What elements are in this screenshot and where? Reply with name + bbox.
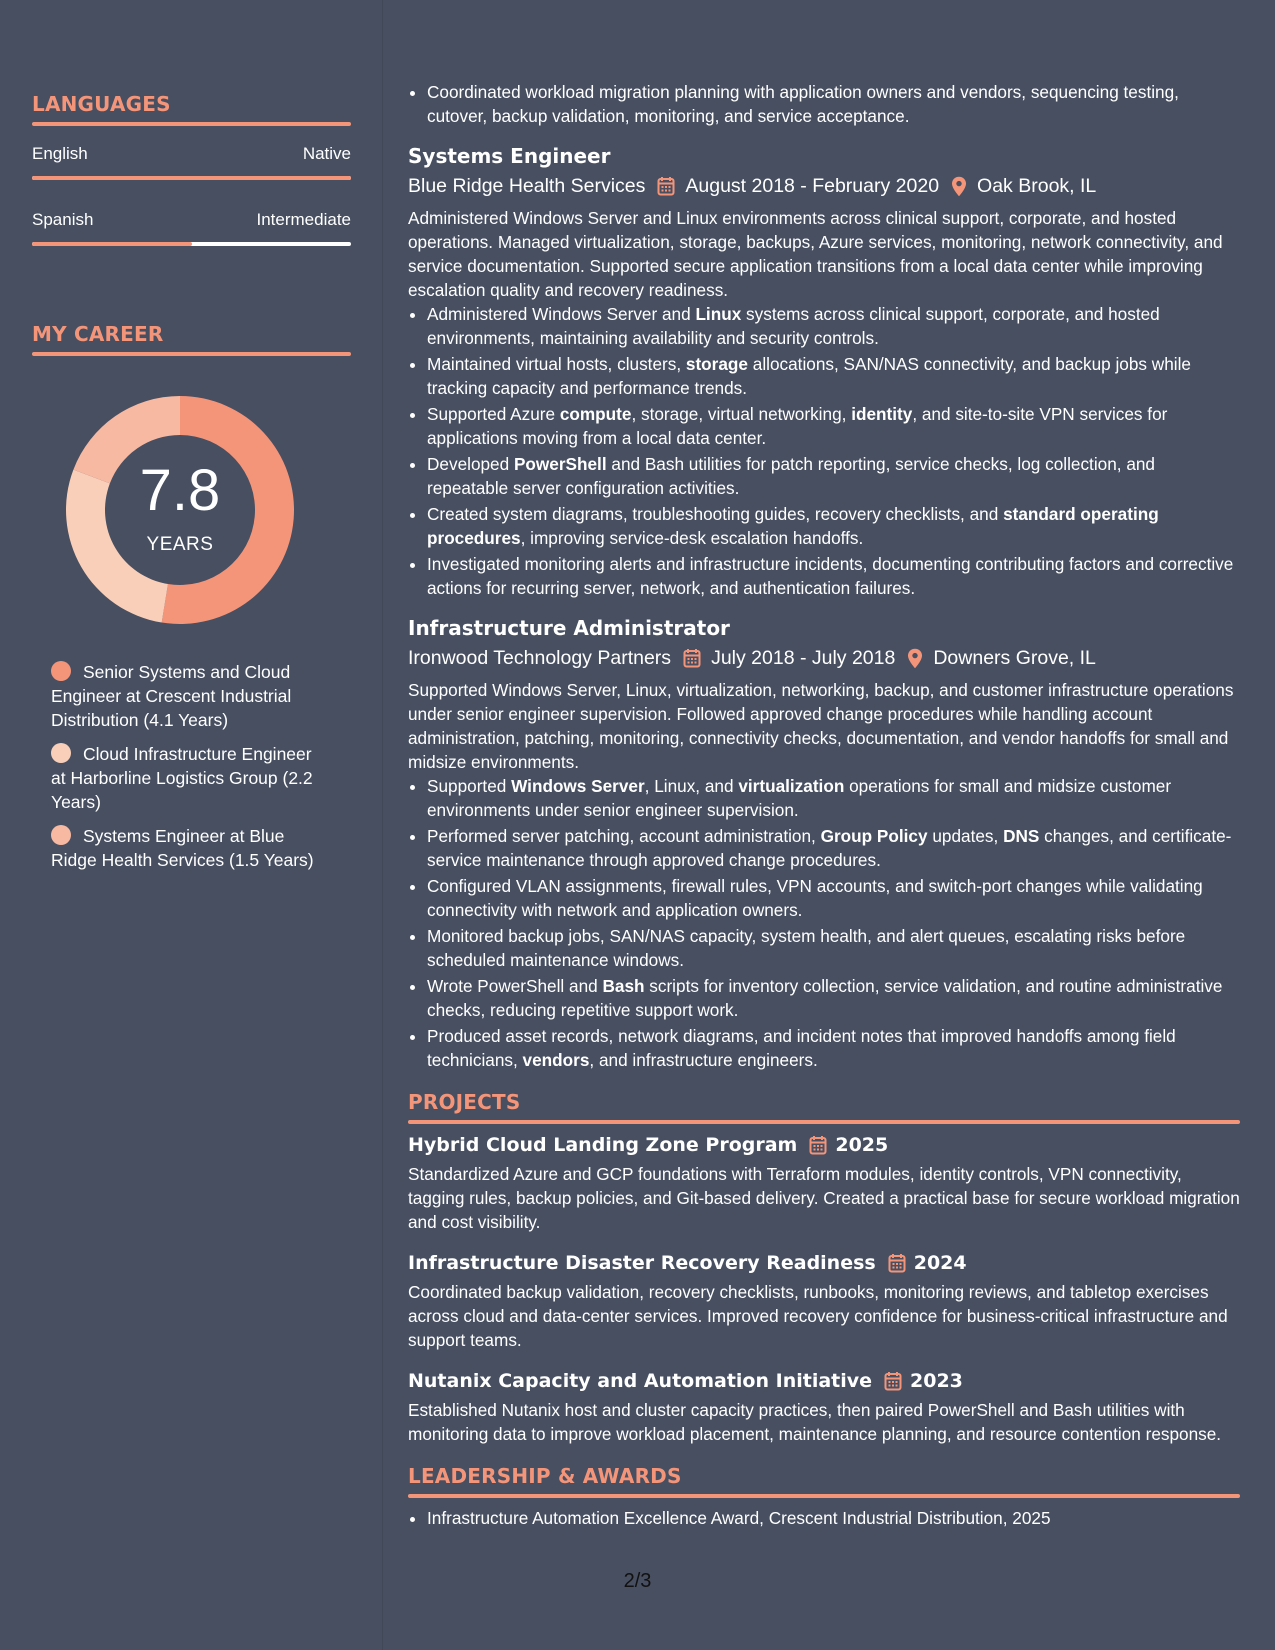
project-title: Nutanix Capacity and Automation Initiative (408, 1370, 873, 1392)
project-year: 2025 (835, 1134, 889, 1156)
role-description: Administered Windows Server and Linux environments across clinical support, corporate, and hosted operations. Managed virtualization, storage, backups, Azure services, monitoring, network connectivity, and service documentation. Supported secure application transitions from a local data center while improving escalation quality and recovery readiness. (408, 208, 1223, 300)
bullet-item (427, 774, 1240, 822)
bullet-keyword: Group Policy (820, 826, 928, 846)
bullet-item (427, 352, 1240, 400)
left-column (32, 92, 351, 882)
project-title-row (408, 1132, 1240, 1158)
intro-bullets (408, 80, 1240, 128)
bullet-text: , and infrastructure engineers. (589, 1050, 818, 1070)
location-pin-icon (951, 176, 967, 197)
bullet-text: operations for small and midsize customer environments under senior engineer supervision. (427, 776, 1172, 820)
legend-label: Senior Systems and Cloud Engineer at Crescent Industrial Distribution (4.1 Years) (51, 662, 292, 730)
bullet-keyword: Windows Server (511, 776, 645, 796)
experience-role (408, 614, 1240, 1072)
role-dates: August 2018 - February 2020 (685, 175, 940, 197)
bullet-text: Wrote PowerShell and (427, 976, 603, 996)
calendar-icon (683, 648, 701, 668)
legend-dot (51, 825, 71, 845)
leadership-heading: LEADERSHIP & AWARDS (408, 1464, 682, 1488)
role-bullets (408, 774, 1240, 1072)
experience-role (408, 142, 1240, 600)
career-heading: MY CAREER (32, 322, 164, 346)
language-level: Native (302, 144, 351, 163)
bullet-text: , improving service-desk escalation handoffs. (520, 528, 864, 548)
projects-heading: PROJECTS (408, 1090, 521, 1114)
languages-rule (32, 122, 351, 126)
language-bar-fill (32, 176, 351, 180)
bullet-keyword: PowerShell (513, 454, 607, 474)
role-location: Oak Brook, IL (977, 175, 1097, 197)
project-item (408, 1132, 1240, 1234)
bullet-text: Developed (427, 454, 514, 474)
career-rule (32, 352, 351, 356)
role-meta (408, 644, 1240, 672)
language-english (32, 144, 351, 180)
language-spanish (32, 210, 351, 246)
career-total-unit: YEARS (146, 534, 214, 555)
project-description: Established Nutanix host and cluster capacity practices, then paired PowerShell and Bash utilities with monitoring data to improve workload placement, maintenance planning, and resource contention response. (408, 1400, 1222, 1444)
bullet-text: allocations, SAN/NAS connectivity, and backup jobs while tracking capacity and performance trends. (427, 354, 1191, 398)
bullet-text: Produced asset records, network diagrams, and incident notes that improved handoffs among field technicians, (427, 1026, 1176, 1070)
career-donut-chart (66, 396, 294, 624)
legend-dot (51, 661, 71, 681)
bullet-keyword: DNS (1003, 826, 1040, 846)
bullet-keyword: standard operating procedures (427, 504, 1159, 548)
role-bullets (408, 302, 1240, 600)
bullet-text: Configured VLAN assignments, firewall rules, VPN accounts, and switch-port changes while validating connectivity with network and application owners. (427, 876, 1203, 920)
role-description: Supported Windows Server, Linux, virtualization, networking, backup, and customer infrastructure operations under senior engineer supervision. Followed approved change procedures while handling account administration, patching, monitoring, connectivity checks, documentation, and vendor handoffs for small and midsize environments. (408, 680, 1234, 772)
bullet-item (427, 924, 1240, 972)
language-level: Intermediate (256, 210, 351, 229)
project-description: Coordinated backup validation, recovery checklists, runbooks, monitoring reviews, and tabletop exercises across cloud and data-center services. Improved recovery confidence for business-critical infrastructure and support teams. (408, 1282, 1228, 1350)
project-title-row (408, 1368, 1240, 1394)
bullet-text: Supported Azure (427, 404, 560, 424)
legend-item (51, 660, 326, 732)
language-bar (32, 176, 351, 180)
project-title: Hybrid Cloud Landing Zone Program (408, 1134, 798, 1156)
bullet-keyword: identity (851, 404, 913, 424)
calendar-icon (657, 176, 675, 196)
bullet-text: Performed server patching, account administration, (427, 826, 821, 846)
bullet-text: Monitored backup jobs, SAN/NAS capacity, system health, and alert queues, escalating risks before scheduled maintenance windows. (427, 926, 1186, 970)
page-number: 2/3 (623, 1570, 652, 1592)
bullet-keyword: compute (559, 404, 632, 424)
calendar-icon (888, 1253, 906, 1273)
bullet-text: scripts for inventory collection, service validation, and routine administrative checks, reducing repetitive support work. (427, 976, 1223, 1020)
legend-label: Cloud Infrastructure Engineer at Harborline Logistics Group (2.2 Years) (51, 744, 313, 812)
career-legend (51, 660, 326, 872)
bullet-text: Administered Windows Server and (427, 304, 696, 324)
company-name: Blue Ridge Health Services (408, 175, 646, 197)
projects-rule (408, 1120, 1240, 1124)
career-total-value: 7.8 (139, 458, 221, 523)
language-name: Spanish (32, 210, 94, 229)
project-year: 2024 (913, 1252, 967, 1274)
bullet-keyword: Bash (602, 976, 645, 996)
project-description: Standardized Azure and GCP foundations with Terraform modules, identity controls, VPN connectivity, tagging rules, backup policies, and Git-based delivery. Created a practical base for secure workload migration and cost visibility. (408, 1164, 1240, 1232)
column-divider (382, 0, 383, 1650)
bullet-text: , storage, virtual networking, (631, 404, 852, 424)
bullet-item (427, 974, 1240, 1022)
project-item (408, 1368, 1240, 1446)
calendar-icon (809, 1135, 827, 1155)
languages-heading: LANGUAGES (32, 92, 171, 116)
role-title: Infrastructure Administrator (408, 616, 730, 640)
legend-item (51, 742, 326, 814)
language-bar (32, 242, 351, 246)
project-title-row (408, 1250, 1240, 1276)
legend-item (51, 824, 326, 872)
experience-roles (408, 142, 1240, 1072)
bullet-text: Supported (427, 776, 512, 796)
bullet-item (427, 502, 1240, 550)
role-location: Downers Grove, IL (933, 647, 1096, 669)
legend-dot (51, 743, 71, 763)
language-name: English (32, 144, 88, 163)
bullet-keyword: vendors (522, 1050, 590, 1070)
bullet-item (427, 1024, 1240, 1072)
calendar-icon (884, 1371, 902, 1391)
bullet-keyword: virtualization (738, 776, 845, 796)
bullet-item (427, 452, 1240, 500)
project-item (408, 1250, 1240, 1352)
role-title: Systems Engineer (408, 144, 611, 168)
project-list (408, 1132, 1240, 1446)
bullet-item (427, 402, 1240, 450)
bullet-keyword: Linux (695, 304, 742, 324)
location-pin-icon (907, 648, 923, 669)
bullet-text: , Linux, and (644, 776, 739, 796)
language-bar-fill (32, 242, 192, 246)
leadership-list (408, 1506, 1240, 1530)
project-year: 2023 (910, 1370, 963, 1392)
role-meta (408, 172, 1240, 200)
bullet-text: Created system diagrams, troubleshooting guides, recovery checklists, and (427, 504, 1004, 524)
bullet-item (427, 552, 1240, 600)
award-item: • Infrastructure Automation Excellence Award, Crescent Industrial Distribution, 2025 (427, 1506, 1240, 1530)
bullet-keyword: storage (685, 354, 748, 374)
company-name: Ironwood Technology Partners (408, 647, 672, 669)
bullet-text: systems across clinical support, corporate, and hosted environments, maintaining availability and security controls. (427, 304, 1160, 348)
right-column (408, 80, 1240, 1532)
bullet-item (427, 824, 1240, 872)
project-title: Infrastructure Disaster Recovery Readiness (408, 1252, 876, 1274)
bullet-text: Maintained virtual hosts, clusters, (427, 354, 686, 374)
leadership-rule (408, 1494, 1240, 1498)
bullet-text: , and site-to-site VPN services for applications moving from a local data center. (427, 404, 1168, 448)
bullet-text: changes, and certificate-service maintenance through approved change procedures. (427, 826, 1232, 870)
bullet-text: and Bash utilities for patch reporting, service checks, log collection, and repeatable server configuration activities. (427, 454, 1155, 498)
bullet-item (427, 874, 1240, 922)
bullet-item: • Coordinated workload migration planning with application owners and vendors, sequencing testing, cutover, backup validation, monitoring, and service acceptance. (427, 80, 1240, 128)
bullet-item (427, 302, 1240, 350)
bullet-text: updates, (927, 826, 1004, 846)
legend-label: Systems Engineer at Blue Ridge Health Services (1.5 Years) (51, 826, 314, 870)
role-dates: July 2018 - July 2018 (711, 647, 896, 669)
bullet-text: Investigated monitoring alerts and infrastructure incidents, documenting contributing factors and corrective actions for recurring server, network, and authentication failures. (427, 554, 1234, 598)
